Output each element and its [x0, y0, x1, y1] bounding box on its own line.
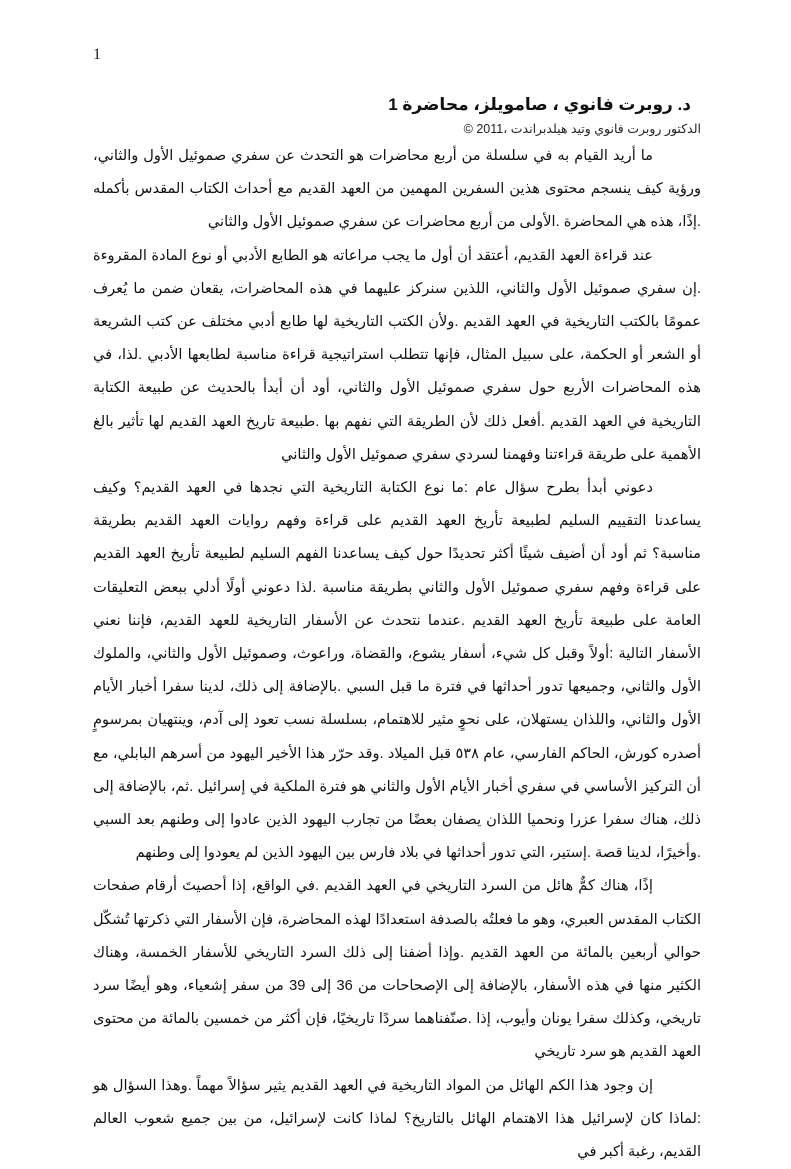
copyright-line: الدكتور روبرت فانوي وتيد هيلدبراندت ،2011 © — [463, 122, 701, 136]
document-body — [93, 92, 701, 1169]
paragraph-3: دعوني أبدأ بطرح سؤال عام :ما نوع الكتابة التاريخية التي نجدها في العهد القديم؟ وكيف يساعدنا التقييم السليم لطبيعة تأريخ العهد القديم على قراءة وفهم روايات العهد القديم بطريقة مناسبة؟ ثم أود أن أضيف شيئًا أكثر تحديدًا حول كيف يساعدنا الفهم السليم لطبيعة تأريخ العهد القديم على قراءة وفهم سفري صموئيل الأول والثاني بطريقة مناسبة .لذا دعوني أولًا أدلي ببعض التعليقات العامة على طبيعة تأريخ العهد القديم .عندما نتحدث عن الأسفار التاريخية للعهد القديم، فإننا نعني الأسفار التالية :أولاً وقبل كل شيء، أسفار يشوع، والقضاة، وراعوث، وصموئيل الأول والثاني، والملوك الأول والثاني، وجميعها تدور أحداثها في فترة ما قبل السبي .بالإضافة إلى ذلك، لدينا سفرا أخبار الأيام الأول والثاني، واللذان يستهلان، على نحوٍ مثير للاهتمام، بسلسلة نسب تعود إلى آدم، وينتهيان بمرسومٍ أصدره كورش، الحاكم الفارسي، عام ٥٣٨ قبل الميلاد .وقد حرّر هذا الأخير اليهود من أسرهم البابلي، مع أن التركيز الأساسي في سفري أخبار الأيام الأول والثاني هو فترة الملكية في إسرائيل .ثم، بالإضافة إلى ذلك، هناك سفرا عزرا ونحميا اللذان يصفان بعضًا من تجارب اليهود الذين عادوا إلى وطنهم بعد السبي .وأخيرًا، لدينا قصة .إستير، التي تدور أحداثها في بلاد فارس بين اليهود الذين لم يعودوا إلى وطنهم — [93, 480, 701, 862]
document-title: د. روبرت فانوي ، صامويلز، محاضرة 1 — [388, 95, 691, 114]
paragraph-5: إن وجود هذا الكم الهائل من المواد التاريخية في العهد القديم يثير سؤالاً مهماً .وهذا السؤال هو :لماذا كان لإسرائيل هذا الاهتمام الهائل بالتاريخ؟ لماذا كانت لإسرائيل، من بين جميع شعوب العالم القديم، رغبة أكبر في — [93, 1077, 701, 1161]
paragraph-2: عند قراءة العهد القديم، أعتقد أن أول ما يجب مراعاته هو الطابع الأدبي أو نوع المادة المقروءة .إن سفري صموئيل الأول والثاني، اللذين سنركز عليهما في هذه المحاضرات، يقعان ضمن ما يُعرف عمومًا بالكتب التاريخية في العهد القديم .ولأن الكتب التاريخية لها طابع أدبي مختلف عن كتب الشريعة أو الشعر أو الحكمة، على سبيل المثال، فإنها تتطلب استراتيجية قراءة مناسبة لطابعها الأدبي .لذا، في هذه المحاضرات الأربع حول سفري صموئيل الأول والثاني، أود أن أبدأ بالحديث عن طبيعة الكتابة التاريخية في العهد القديم .أفعل ذلك لأن الطريقة التي نفهم بها .طبيعة تاريخ العهد القديم لها تأثير بالغ الأهمية على طريقة قراءتنا وفهمنا لسردي سفري صموئيل الأول والثاني — [93, 247, 701, 463]
paragraph-1: ما أريد القيام به في سلسلة من أربع محاضرات هو التحدث عن سفري صموئيل الأول والثاني، ورؤية كيف ينسجم محتوى هذين السفرين المهمين من العهد القديم مع أحداث الكتاب المقدس بأكمله .إذًا، هذه هي المحاضرة .الأولى من أربع محاضرات عن سفري صموئيل الأول والثاني — [93, 148, 701, 231]
paragraph-4: إذًا، هناك كمٌّ هائل من السرد التاريخي في العهد القديم .في الواقع، إذا أحصيتَ أرقام صفحات الكتاب المقدس العبري، وهو ما فعلتُه بالصدفة استعدادًا لهذه المحاضرة، فإن الأسفار التي ذكرتها تُشكّل حوالي أربعين بالمائة من العهد القديم .وإذا أضفنا إلى ذلك السرد التاريخي للأسفار الخمسة، وهناك الكثير منها في هذه الأسفار، بالإضافة إلى الإصحاحات من 36 إلى 39 من سفر إشعياء، وهو أيضًا سرد تاريخي، وكذلك سفرا يونان وأيوب، إذا .صنّفناهما سردًا تاريخيًا، فإن أكثر من خمسين بالمائة من محتوى العهد القديم هو سرد تاريخي — [93, 878, 701, 1061]
page-number: 1 — [93, 46, 101, 63]
